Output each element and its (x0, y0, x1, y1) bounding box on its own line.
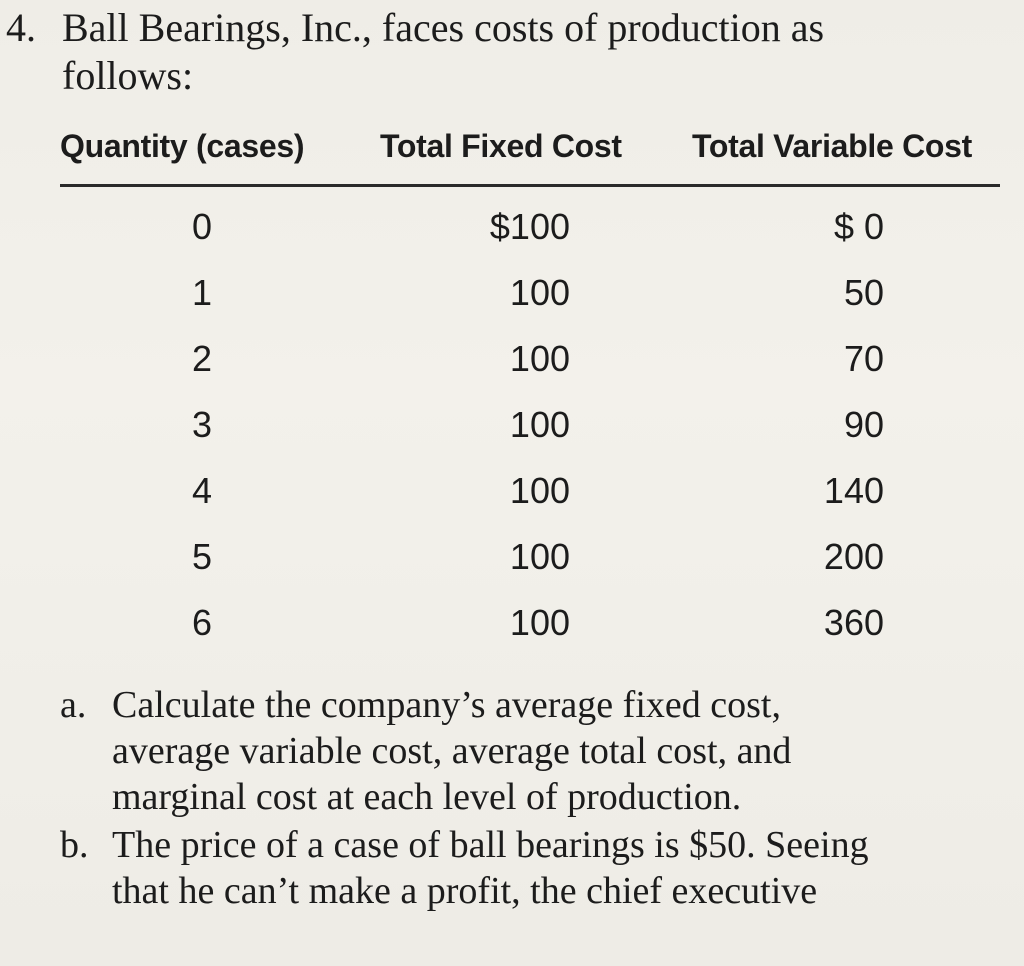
table-row (0, 272, 1024, 322)
problem-text-line-2: follows: (62, 53, 194, 98)
table-row (0, 536, 1024, 586)
part-b-line: The price of a case of ball bearings is $50. Seeing (112, 824, 869, 866)
cell-total-fixed-cost: $100 (489, 206, 570, 247)
table-row (0, 404, 1024, 454)
cell-total-fixed-cost: 100 (509, 338, 570, 379)
cell-quantity: 6 (191, 602, 213, 643)
cell-total-variable-cost: 360 (823, 602, 884, 643)
table-header-rule (60, 184, 1000, 187)
table-header (0, 128, 1024, 172)
cell-quantity: 4 (191, 470, 213, 511)
cell-total-variable-cost: 140 (823, 470, 884, 511)
table-row (0, 602, 1024, 652)
part-b-line: that he can’t make a profit, the chief executive (112, 870, 818, 912)
table-row (0, 206, 1024, 256)
cell-quantity: 5 (191, 536, 213, 577)
cell-quantity: 3 (191, 404, 213, 445)
cell-total-fixed-cost: 100 (509, 272, 570, 313)
cell-total-variable-cost: 70 (843, 338, 884, 379)
cell-total-fixed-cost: 100 (509, 404, 570, 445)
table-row (0, 338, 1024, 388)
header-quantity: Quantity (cases) (60, 128, 305, 164)
part-a-line: average variable cost, average total cost, and (112, 730, 792, 772)
part-a-line: Calculate the company’s average fixed cost, (112, 684, 781, 726)
header-total-fixed-cost: Total Fixed Cost (380, 128, 622, 164)
problem-statement (6, 4, 966, 100)
part-b-label: b. (60, 824, 89, 866)
cell-total-fixed-cost: 100 (509, 602, 570, 643)
cell-quantity: 1 (191, 272, 213, 313)
part-b (60, 822, 1000, 914)
cell-total-variable-cost: 90 (843, 404, 884, 445)
cell-quantity: 2 (191, 338, 213, 379)
part-a-line: marginal cost at each level of production. (112, 776, 742, 818)
cell-quantity: 0 (191, 206, 213, 247)
cell-total-fixed-cost: 100 (509, 470, 570, 511)
problem-text-line-1: Ball Bearings, Inc., faces costs of production as (62, 5, 825, 50)
problem-line-1 (6, 4, 966, 52)
table-row (0, 470, 1024, 520)
cell-total-variable-cost: 50 (843, 272, 884, 313)
part-a-label: a. (60, 684, 87, 726)
problem-number: 4. (6, 5, 36, 50)
cell-total-fixed-cost: 100 (509, 536, 570, 577)
part-a (60, 682, 1000, 820)
cell-total-variable-cost: $ 0 (833, 206, 884, 247)
problem-parts (60, 682, 1000, 916)
header-total-variable-cost: Total Variable Cost (692, 128, 973, 164)
cell-total-variable-cost: 200 (823, 536, 884, 577)
